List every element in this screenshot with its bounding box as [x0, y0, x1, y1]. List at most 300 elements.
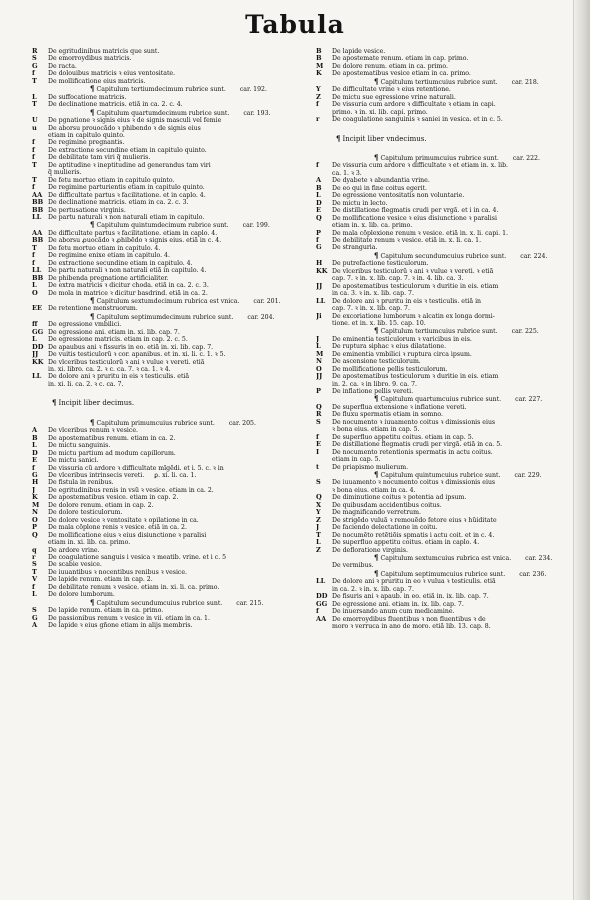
index-entry [32, 245, 294, 252]
index-entry-text: De dolouibus matricis ꝛ eius ventositate. [48, 70, 176, 78]
chapter-rubric-text: Capitulum sextumcuius rubrica est vnica. [380, 555, 512, 562]
paragraph-mark-icon: ¶ [90, 84, 95, 94]
paragraph-mark-icon: ¶ [336, 133, 341, 143]
index-entry-letter: E [316, 207, 322, 215]
index-entry-letter: T [32, 77, 37, 85]
index-entry-letter: E [32, 457, 38, 465]
page-edge [573, 0, 590, 900]
index-entry-continuation: q̃ mulieris. [48, 169, 82, 177]
index-entry-text: De coagulatione sanguinis ꝛ saniei in vesica. et in c. 5. [332, 116, 503, 124]
index-entry [316, 578, 574, 585]
index-entry-text: De apostematibus renum. etiam in ca. 2. [48, 434, 176, 442]
index-entry [32, 569, 294, 576]
index-entry [316, 358, 574, 365]
index-entry-text: De egressione ani. etiam in. ix. lib. cap. 7. [332, 600, 464, 608]
index-entry-text: De apostemate renum. etiam in cap. primo. [332, 55, 469, 63]
index-entry-text: De regimine parturientis etiam in capitulo quinto. [48, 184, 205, 192]
index-entry-letter: KK [316, 267, 328, 275]
chapter-rubric [32, 85, 294, 93]
index-entry-letter: LL [32, 213, 42, 221]
index-entry-letter: J [32, 486, 36, 494]
chapter-rubric-text: Capitulum secundumcuius rubrice sunt. [380, 252, 507, 260]
index-entry-text: De passionibus renum ꝛ vesice in vii. etiam in ca. 1. [48, 614, 210, 622]
folio-reference: car. 215. [236, 599, 264, 607]
index-entry-letter: f [316, 101, 319, 109]
index-entry-text: De mollificatione pellis testiculorum. [332, 365, 448, 373]
folio-reference: car. 225. [511, 328, 539, 336]
index-entry-text: De fetu mortuo etiam in capitulo quinto. [48, 176, 175, 184]
index-entry-text: De apostematibus testiculorum ꝛ duritie in eis. etiam [332, 373, 499, 381]
chapter-rubric-text: Capitulum quartumdecimum rubrice sunt. [96, 109, 230, 117]
index-entry [316, 419, 574, 426]
index-entry [32, 260, 294, 267]
index-entry-letter: A [32, 427, 38, 435]
index-entry-text: De mala cõplone renis ꝛ vesice. etiã in ca. 2. [48, 524, 187, 532]
chapter-rubric [316, 327, 574, 335]
index-entry-text: De apaubus ani ꝛ fissuris in eo. etiã in. xi. lib. cap. 7. [48, 343, 214, 351]
index-entry-letter: N [32, 509, 39, 517]
index-entry-text: De inflatione pellis vereti. [332, 388, 414, 396]
index-entry-letter: Y [316, 86, 321, 94]
index-entry [32, 502, 294, 509]
index-entry-letter: BB [32, 206, 44, 214]
index-entry [32, 584, 294, 591]
index-entry-letter: LL [32, 267, 42, 275]
index-entry [316, 101, 574, 108]
index-entry-text: De eo qui in fine coitus egerit. [332, 184, 427, 192]
index-entry-letter: M [32, 501, 40, 509]
index-entry-letter: S [316, 479, 321, 487]
index-entry-letter: P [316, 388, 321, 396]
index-entry [316, 207, 574, 214]
index-entry-continuation: etiam in. x. lib. ca. primo. [332, 222, 413, 230]
paragraph-mark-icon: ¶ [374, 394, 379, 404]
index-entry-text: De mictu partium ad modum capillorum. [48, 449, 176, 457]
index-entry-letter: S [32, 561, 37, 569]
folio-reference: car. 222. [512, 154, 540, 162]
index-entry-letter: H [32, 479, 39, 487]
index-entry-text: De retentione menstruorum. [48, 305, 138, 313]
index-entry-text: De egressione matricis. etiam in cap. 2. c. 5. [48, 336, 188, 344]
index-entry-text: De iuuantibus ꝛ nocentibus renibus ꝛ vesice. [48, 568, 188, 576]
index-entry-text: De dolore renum. etiam in ca. primo. [332, 62, 448, 70]
index-entry [32, 214, 294, 221]
index-entry-text: De vlceribus intrinsecis vereti. [48, 472, 145, 480]
index-entry-continuation: ca. 1. ꝛ 3. [332, 169, 362, 177]
paragraph-mark-icon: ¶ [90, 220, 95, 230]
index-entry [316, 547, 574, 554]
index-entry-text: De emorroydibus fluentibus ꝛ non fluentibus ꝛ de [332, 615, 486, 623]
index-entry-letter: GG [316, 600, 328, 608]
index-entry [32, 487, 294, 494]
index-entry [32, 442, 294, 449]
index-entry [32, 561, 294, 568]
index-entry [32, 457, 294, 464]
index-entry-letter: Ji [316, 312, 322, 320]
index-entry-continuation: in ca. 2. ꝛ in. x. lib. cap. 7. [332, 585, 414, 593]
index-entry-text: De pertusatione virginis. [48, 206, 126, 214]
index-entry-text: De eminentia vmbilici ꝛ ruptura circa ipsum. [332, 350, 472, 358]
chapter-rubric [32, 419, 294, 427]
index-entry-letter: LL [316, 578, 326, 586]
index-entry-text: De mollificatione eius ꝛ eius disiunctione ꝛ paralisi [48, 531, 207, 539]
index-entry-text: De priapismo mulierum. [332, 463, 409, 471]
index-entry [316, 351, 574, 358]
index-entry [32, 359, 294, 366]
index-entry [316, 336, 574, 343]
paragraph-mark-icon: ¶ [90, 597, 95, 607]
index-entry-text: De superfluo appetitu coitus. etiam in caplo. 4. [332, 539, 480, 547]
index-entry [316, 434, 574, 441]
index-entry [316, 517, 574, 524]
paragraph-mark-icon: ¶ [90, 311, 95, 321]
index-entry-text: De nocumẽto retẽtiõis spmatis i actu coit. et in c. 4. [332, 531, 495, 539]
index-entry [32, 329, 294, 336]
index-entry-letter: B [316, 184, 322, 192]
index-entry-letter: ff [32, 321, 38, 329]
index-entry-text: De nocumento retentionis spermatis in actu coitus. [332, 448, 493, 456]
index-entry [32, 547, 294, 554]
index-entry-letter: O [32, 289, 38, 297]
index-entry-letter: A [32, 622, 38, 630]
index-entry-letter: Z [316, 93, 321, 101]
index-entry-letter: D [316, 199, 322, 207]
chapter-rubric-text: Capitulum septimumcuius rubrice sunt. [380, 570, 506, 578]
index-entry-letter: L [316, 343, 321, 351]
index-entry [316, 562, 574, 569]
chapter-rubric [316, 78, 574, 86]
index-entry [316, 449, 574, 456]
index-entry-text: De fluxu spermatis etiam in somno. [332, 411, 443, 419]
index-entry-text: De aborsu prouocãdo ꝛ phibendo ꝛ de signis eius [48, 124, 201, 132]
index-entry [316, 94, 574, 101]
index-entry-text: De distillatione flegmatis crudi per virgã. etiã in ca. 5. [332, 441, 503, 449]
index-entry-letter: R [316, 411, 322, 419]
index-entry-text: De magnificando verretrum. [332, 509, 421, 517]
index-entry [32, 290, 294, 297]
index-entry-text: De lapide renum. etiam in cap. 2. [48, 576, 153, 584]
index-entry-letter: G [316, 244, 322, 252]
index-entry [316, 616, 574, 623]
index-entry-text: De mictu sanici. [48, 457, 99, 465]
index-entry-continuation: etiam in cap. 5. [332, 456, 381, 464]
index-entry [32, 125, 294, 132]
index-entry-letter: J [316, 524, 320, 532]
index-entry-letter: BB [32, 237, 44, 245]
index-entry [32, 48, 294, 55]
index-entry-text: De phibenda pregnatione artificialiter. [48, 274, 169, 282]
index-entry-text: De vissuria cum ardore ꝛ difficultate ꝛ etiam in capi. [332, 101, 496, 109]
index-entry [316, 237, 574, 244]
chapter-rubric [316, 154, 574, 162]
index-entry [316, 539, 574, 546]
chapter-rubric [32, 599, 294, 607]
index-entry-letter: AA [316, 615, 327, 623]
index-entry-letter: K [316, 70, 322, 78]
index-entry-text: De suffocatione matricis. [48, 93, 127, 101]
index-entry-letter: T [32, 161, 37, 169]
index-entry-text: De superfluo appetitu coitus. etiam in cap. 5. [332, 433, 474, 441]
index-entry [316, 244, 574, 251]
index-entry [316, 441, 574, 448]
index-entry-letter: D [32, 449, 38, 457]
index-entry-text: De vlceribus testiculorũ ꝛ ani ꝛ vulue ꝛ vereti. ꝛ etiã [332, 267, 494, 275]
index-entry-letter: K [32, 494, 38, 502]
index-entry-letter: L [316, 192, 321, 200]
paragraph-mark-icon: ¶ [374, 553, 379, 562]
chapter-rubric [316, 570, 574, 578]
index-entry-text: De vuitis testiculorũ ꝛ cor. apanibus. et in. xi. li. c. 1. ꝛ 5. [48, 351, 226, 359]
index-entry-letter: R [32, 48, 38, 55]
index-entry [316, 63, 574, 70]
index-entry-text: De putrefactione testiculorum. [332, 260, 429, 268]
index-entry-letter: f [32, 583, 35, 591]
chapter-rubric [32, 109, 294, 117]
index-entry-letter: E [316, 441, 322, 449]
index-entry [32, 139, 294, 146]
index-entry-continuation: moro ꝛ verruca in ano de moro. etiã lib. 13. cap. 8. [332, 623, 491, 631]
index-column-right [316, 48, 574, 631]
index-entry [316, 404, 574, 411]
index-entry [32, 607, 294, 614]
index-entry [316, 48, 574, 55]
chapter-rubric-text: Capitulum quintumcuius rubrice sunt. [380, 472, 501, 480]
index-entry-text: De vermibus. [332, 562, 374, 570]
index-entry [32, 63, 294, 70]
index-entry-letter: AA [32, 229, 43, 237]
index-entry-text: De vissuria cum ardore ꝛ difficultate ꝛ et etiam in. x. lib. [332, 162, 509, 170]
index-entry [32, 472, 294, 479]
index-entry-text: De aborsu ꝓuocãdo ꝛ ꝓhibẽdo ꝛ signis eius. etiã in c. 4. [48, 237, 222, 245]
book-heading-text: Incipit liber vndecimus. [342, 134, 427, 143]
index-entry [316, 192, 574, 199]
index-column-left [32, 48, 294, 630]
paragraph-mark-icon: ¶ [90, 295, 95, 305]
index-entry-letter: L [32, 336, 37, 344]
index-entry-text: De dyabete ꝛ abundantia vrine. [332, 177, 430, 185]
index-entry [32, 207, 294, 214]
chapter-rubric [32, 313, 294, 321]
index-entry [316, 366, 574, 373]
index-entry-continuation: tione. et in. x. lib. 15. cap. 10. [332, 319, 426, 327]
index-entry [316, 532, 574, 539]
index-entry [32, 101, 294, 108]
folio-reference: car. 205. [228, 419, 256, 427]
index-entry-continuation: ꝛ bona eius. etiam in ca. 4. [332, 486, 416, 494]
index-entry-letter: T [32, 244, 37, 252]
index-entry [316, 479, 574, 486]
index-entry-letter: P [32, 524, 37, 532]
index-entry-letter: M [316, 350, 324, 358]
folio-reference: ꝑ. xi. li. ca. 1. [154, 472, 197, 480]
chapter-rubric-text: Capitulum secundumcuius rubrice sunt. [96, 599, 223, 607]
index-entry [32, 117, 294, 124]
index-entry [316, 55, 574, 62]
index-entry-text: De mictu sanguinis. [48, 442, 111, 450]
index-entry [316, 185, 574, 192]
index-entry-text: De scabie vesice. [48, 561, 102, 569]
index-entry [316, 464, 574, 471]
index-entry-letter: T [316, 531, 321, 539]
index-entry-letter: EE [32, 305, 43, 313]
index-entry-text: De declinatione matricis. etiã in ca. 2. c. 4. [48, 101, 183, 109]
index-entry-text: De egressione vmbilici. [48, 321, 122, 329]
index-entry-continuation: etiam in capitulo quinto. [48, 131, 125, 139]
index-entry-letter: f [32, 146, 35, 154]
book-heading [316, 135, 574, 143]
index-entry [32, 192, 294, 199]
index-entry-text: De excoriatione lumborum ꝛ alcatin ex longa dormi- [332, 312, 495, 320]
index-entry-continuation: cap. 7. ꝛ in. x. lib. cap. 7. ꝛ in. 4. lib. ca. 3. [332, 275, 464, 283]
book-heading-text: Incipit liber decimus. [58, 399, 135, 408]
index-entry-continuation: ꝛ bona eius. etiam in cap. 5. [332, 426, 420, 434]
folio-reference: car. 201. [253, 297, 281, 305]
index-entry-letter: X [316, 501, 322, 509]
index-entry-letter: JJ [316, 373, 323, 381]
index-entry [316, 177, 574, 184]
index-entry-text: De vlceribus testiculorũ ꝛ ani ꝛ vulue ꝛ vereti. etiã [48, 358, 205, 366]
index-entry-text: De difficultate partus ꝛ facilitatione. et in caplo. 4. [48, 191, 206, 199]
chapter-rubric-text: Capitulum tertiumcuius rubrice sunt. [380, 78, 498, 86]
chapter-rubric [32, 221, 294, 229]
index-entry [32, 427, 294, 434]
index-entry [316, 601, 574, 608]
index-entry-continuation: in ca. 3. ꝛ in. x. lib. cap. 7. [332, 290, 414, 298]
index-entry [32, 450, 294, 457]
index-entry-letter: L [32, 282, 37, 290]
index-entry-text: De apostematibus vesice. etiam in cap. 2. [48, 494, 179, 502]
spacer [316, 124, 574, 135]
index-entry-text: De egressione ventositatis non voluntarie. [332, 192, 465, 200]
index-entry-text: De coagulatione sanguis i vesica ꝛ meatib. vrine. et i c. 5 [48, 554, 227, 561]
index-entry-text: De dolore vesice ꝛ ventositate ꝛ opilatione in ca. [48, 516, 199, 524]
spacer [32, 388, 294, 399]
index-entry [32, 622, 294, 629]
index-entry-letter: I [316, 448, 320, 456]
index-entry-letter: Z [316, 516, 321, 524]
index-entry-text: De superflua extensione ꝛ inflatione vereti. [332, 403, 467, 411]
paragraph-mark-icon: ¶ [52, 398, 57, 408]
index-entry-continuation: in. xi. libro. ca. 2. ꝛ c. ca. 7. ꝛ ca. 1. ꝛ 4. [48, 366, 171, 374]
folio-reference: car. 224. [520, 252, 548, 260]
index-entry-letter: B [316, 55, 322, 63]
index-entry-continuation: cap. 7. ꝛ in. x. lib. cap. 7. [332, 305, 410, 313]
index-entry [316, 494, 574, 501]
index-entry [316, 260, 574, 267]
index-entry-letter: Y [316, 509, 321, 517]
paragraph-mark-icon: ¶ [374, 152, 379, 162]
index-entry [316, 283, 574, 290]
index-entry-text: De stranguria. [332, 244, 378, 252]
index-entry-letter: f [32, 154, 35, 162]
folio-reference: car. 204. [247, 313, 275, 321]
chapter-rubric-text: Capitulum sextumdecimum rubrica est vnica. [96, 297, 240, 305]
index-entry-text: De pgnatione ꝛ signis eius ꝛ de signis masculi vel femie [48, 117, 222, 125]
index-entry [316, 343, 574, 350]
index-entry [316, 268, 574, 275]
index-entry [32, 184, 294, 191]
index-entry-letter: G [32, 472, 38, 480]
index-entry [316, 298, 574, 305]
index-entry-text: De regimine pregnantis. [48, 139, 125, 147]
index-entry [32, 336, 294, 343]
index-entry-text: De mictu sue egressione vrine naturali. [332, 93, 456, 101]
index-entry-text: De debilitate renum ꝛ vesice. etiã in. x. li. ca. 1. [332, 236, 482, 244]
index-entry-text: De dolore testiculorum. [48, 509, 123, 517]
index-entry [316, 502, 574, 509]
index-entry-letter: f [316, 162, 319, 170]
paragraph-mark-icon: ¶ [374, 568, 379, 578]
index-entry [32, 465, 294, 472]
index-entry-text: De mollificatione vesice ꝛ eius disiunctione ꝛ paralisi [332, 214, 497, 222]
paragraph-mark-icon: ¶ [90, 417, 95, 427]
index-entry [32, 78, 294, 85]
index-entry [32, 479, 294, 486]
index-entry-text: De strigẽdo vuluã ꝛ remouẽdo fetore eius ꝛ hũiditate [332, 516, 497, 524]
chapter-rubric [32, 297, 294, 305]
index-entry [32, 615, 294, 622]
index-entry-text: De mollificatione eius matricis. [48, 77, 146, 85]
index-entry-text: De partu naturali ꝛ non naturali etiam in capitulo. [48, 213, 205, 221]
index-entry [316, 200, 574, 207]
index-entry [32, 321, 294, 328]
index-entry [32, 517, 294, 524]
index-entry [316, 593, 574, 600]
index-entry-letter: T [32, 568, 37, 576]
index-entry-letter: M [316, 62, 324, 70]
index-entry-letter: L [32, 442, 37, 450]
index-entry [32, 162, 294, 169]
index-entry-text: De lapide vesice. [332, 48, 386, 55]
spacer [316, 143, 574, 154]
index-entry-text: De eminentia testiculorum ꝛ varicibus in eis. [332, 335, 472, 343]
index-entry-letter: f [316, 608, 319, 616]
index-entry-text: De lapide ꝛ eius gñone etiam in alijs membris. [48, 622, 193, 630]
index-entry [32, 494, 294, 501]
index-entry-letter: G [32, 62, 38, 70]
index-entry-text: De debilitate tam viri q̃ mulieris. [48, 154, 151, 162]
folio-reference: car. 234. [525, 555, 553, 562]
index-entry-letter: f [316, 433, 319, 441]
index-entry-letter: U [32, 117, 38, 125]
folio-reference: car. 229. [514, 472, 542, 480]
index-entry [316, 116, 574, 123]
index-entry-text: De iuuamento ꝛ nocumento coitus ꝛ dimissionis eius [332, 479, 496, 487]
index-entry-text: De racta. [48, 62, 77, 70]
index-entry [32, 344, 294, 351]
page-title: Tabula [245, 10, 345, 39]
index-entry [316, 388, 574, 395]
chapter-rubric-text: Capitulum septimumdecimum rubrice sunt. [96, 313, 234, 321]
index-entry-text: De difficultate vrine ꝛ eius retentione. [332, 86, 451, 94]
folio-reference: car. 227. [515, 396, 543, 404]
index-entry-text: De egressione ani. etiam in. xi. lib. cap. 7. [48, 328, 180, 336]
index-entry [32, 177, 294, 184]
index-entry-letter: O [32, 516, 38, 524]
index-entry [32, 275, 294, 282]
index-entry [32, 524, 294, 531]
chapter-rubric-text: Capitulum quintumdecimum rubrice sunt. [96, 222, 229, 230]
folio-reference: car. 199. [242, 222, 270, 230]
index-entry-text: De mola in matrice ꝛ dicitur basdrind. etiã in ca. 2. [48, 289, 208, 297]
index-entry-text: De ardore vrine. [48, 546, 100, 554]
index-entry-letter: f [32, 252, 35, 260]
index-entry-text: De dolore renum. etiam in cap. 2. [48, 501, 154, 509]
index-entry [32, 70, 294, 77]
index-entry-letter: f [32, 259, 35, 267]
index-entry-letter: L [32, 93, 37, 101]
index-entry-text: De faciendo delectatione in coitu. [332, 524, 438, 532]
